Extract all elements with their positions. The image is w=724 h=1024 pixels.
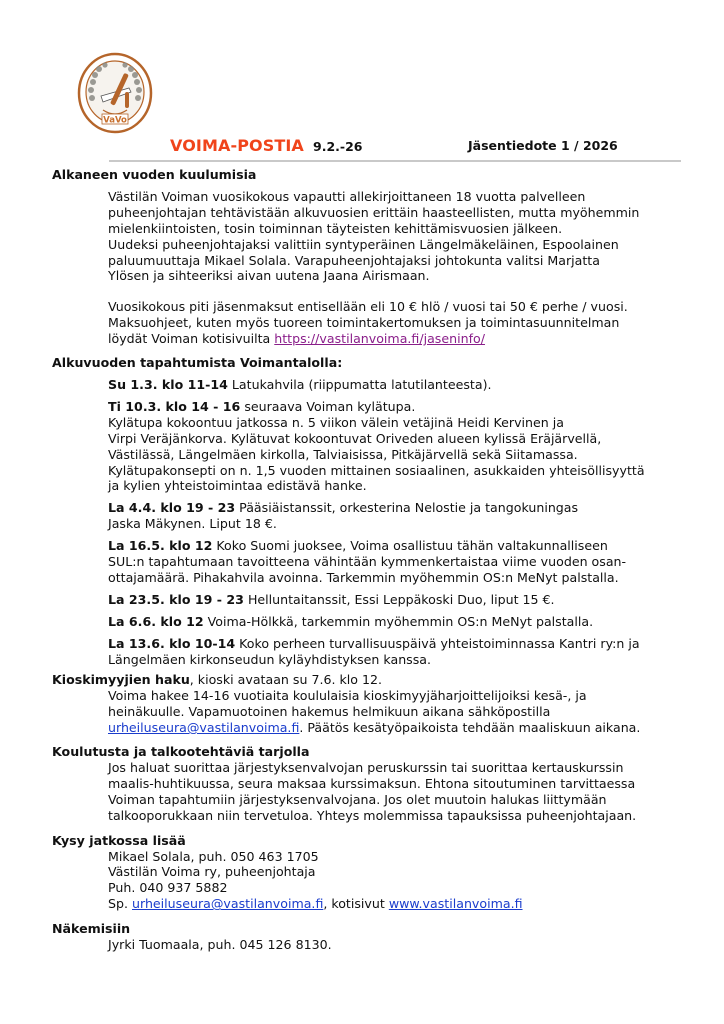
event-text: Voima-Hölkkä, tarkemmin myöhemmin OS:n MeNyt palstalla. (203, 613, 594, 629)
event-text: Jaska Mäkynen. Liput 18 €. (108, 516, 277, 532)
event-item (108, 614, 692, 630)
text-line: Maksuohjeet, kuten myös tuoreen toimintakertomuksen ja toimintasuunnitelman (108, 315, 620, 331)
text-line: Vuosikokous piti jäsenmaksut entisellään eli 10 € hlö / vuosi tai 50 € perhe / vuosi. (108, 299, 628, 315)
news-paragraph (108, 189, 692, 347)
text-line: heinäkuulle. Vapamuotoinen hakemus helmikuun aikana sähköpostilla (108, 704, 551, 720)
event-date: La 6.6. klo 12 (108, 613, 204, 629)
contact-phone: Puh. 040 937 5882 (108, 880, 228, 896)
newsletter-title: VOIMA-POSTIA (170, 136, 304, 155)
event-text: Latukahvila (riippumatta latutilanteesta). (227, 376, 492, 392)
header-divider (109, 160, 681, 162)
text-line (108, 720, 692, 736)
text-line: Jos haluat suorittaa järjestyksenvalvojan peruskurssin tai suorittaa kertauskurssin (108, 760, 624, 775)
event-text: Koko perheen turvallisuuspäivä yhteistoiminnassa Kantri ry:n ja (235, 635, 640, 651)
club-logo (77, 52, 153, 134)
section-heading-events: Alkuvuoden tapahtumista Voimantalolla: (52, 355, 343, 371)
section-heading-training: Koulutusta ja talkootehtäviä tarjolla (52, 744, 310, 760)
newsletter-body (52, 167, 692, 953)
event-text: Längelmäen kirkonseudun kyläyhdistyksen kanssa. (108, 651, 432, 667)
event-date: La 13.6. klo 10-14 (108, 635, 236, 651)
text-line: Uudeksi puheenjohtajaksi valittiin syntyperäinen Längelmäkeläinen, Espoolainen (108, 236, 619, 252)
event-date: Ti 10.3. klo 14 - 16 (108, 398, 241, 414)
issue-date: 9.2.-26 (313, 139, 363, 154)
svg-text:VaVo: VaVo (103, 115, 127, 126)
event-text: ottajamäärä. Pihakahvila avoinna. Tarkemmin myöhemmin OS:n MeNyt palstalla. (108, 569, 619, 585)
kiosk-opening: , kioski avataan su 7.6. klo 12. (189, 672, 383, 688)
event-date: La 16.5. klo 12 (108, 538, 213, 554)
event-text: Kylätupa kokoontuu jatkossa n. 5 viikon välein vetäjinä Heidi Kervinen ja (108, 414, 564, 430)
section-heading-farewell: Näkemisiin (52, 921, 131, 937)
event-date: La 4.4. klo 19 - 23 (108, 500, 236, 516)
website-link[interactable]: www.vastilanvoima.fi (388, 896, 523, 912)
contact-name-phone: Mikael Solala, puh. 050 463 1705 (108, 848, 319, 864)
link-prefix: löydät Voiman kotisivuilta (108, 331, 275, 347)
event-text: Kylätupakonsepti on n. 1,5 vuoden mittainen sosiaalinen, asukkaiden yhteisöllisyyttä (108, 462, 645, 478)
text-fragment: . Päätös kesätyöpaikoista tehdään maaliskuun aikana. (299, 720, 641, 736)
text-line: Västilän Voiman vuosikokous vapautti allekirjoittaneen 18 vuotta palvelleen (108, 188, 586, 204)
event-text: SUL:n tapahtumaan tavoitteena vähintään kymmenkertaistaa viime vuoden osan- (108, 554, 627, 570)
event-text: Helluntaitanssit, Essi Leppäkoski Duo, liput 15 €. (243, 591, 555, 607)
event-item (108, 636, 692, 668)
text-line: mielenkiintoisten, tosin toiminnan täyteisten kehittämisvuosien jälkeen. (108, 220, 563, 236)
event-text: seuraava Voiman kylätupa. (240, 398, 416, 414)
member-bulletin-number: Jäsentiedote 1 / 2026 (468, 138, 618, 153)
event-text: Västilässä, Längelmäen kirkolla, Talviaisissa, Pitkäjärvellä sekä Siitamassa. (108, 446, 578, 462)
section-heading-contact: Kysy jatkossa lisää (52, 832, 186, 848)
event-text: ja kylien yhteistoimintaa edistävä hanke. (108, 478, 367, 494)
signature-line: Jyrki Tuomaala, puh. 045 126 8130. (108, 937, 332, 953)
event-item (108, 592, 692, 608)
event-date: La 23.5. klo 19 - 23 (108, 591, 244, 607)
contact-links-line (108, 896, 692, 912)
event-date: Su 1.3. klo 11-14 (108, 376, 228, 392)
newsletter-header (170, 136, 362, 155)
training-paragraph (108, 760, 692, 824)
member-info-link[interactable]: https://vastilanvoima.fi/jaseninfo/ (274, 331, 485, 347)
event-item (108, 500, 692, 532)
text-line: talkooporukkaan niin tervetuloa. Yhteys molemmissa tapauksissa puheenjohtajaan. (108, 807, 637, 823)
event-text: Koko Suomi juoksee, Voima osallistuu tähän valtakunnalliseen (212, 538, 608, 554)
event-item (108, 538, 692, 586)
kiosk-paragraph (108, 688, 692, 736)
contact-role: Västilän Voima ry, puheenjohtaja (108, 864, 316, 880)
events-list (108, 377, 692, 668)
contact-info (108, 849, 692, 913)
text-line: puheenjohtajan tehtävistään alkuvuosien erittäin haasteellisten, mutta myöhemmin (108, 204, 640, 220)
section-heading-news: Alkaneen vuoden kuulumisia (52, 167, 257, 182)
event-item (108, 377, 692, 393)
section-heading-kiosk: Kioskimyyjien haku (52, 672, 190, 688)
text-line: paluumuuttaja Mikael Solala. Varapuheenjohtajaksi johtokunta valitsi Marjatta (108, 252, 600, 268)
text-line: Ylösen ja sihteeriksi aivan uutena Jaana Airismaan. (108, 268, 430, 284)
text-line: maalis-huhtikuussa, seura maksaa kurssimaksun. Ehtona sitoutuminen tarvittaessa (108, 775, 636, 791)
event-text: Virpi Veräjänkorva. Kylätuvat kokoontuvat Oriveden alueen kylissä Eräjärvellä, (108, 430, 602, 446)
text-line: Voiman tapahtumiin järjestyksenvalvojana. Jos olet muutoin halukas liittymään (108, 791, 607, 807)
text-line (108, 331, 692, 347)
contact-email-link[interactable]: urheiluseura@vastilanvoima.fi (132, 896, 324, 912)
club-emblem-icon (77, 52, 153, 134)
kiosk-email-link[interactable]: urheiluseura@vastilanvoima.fi (108, 720, 300, 736)
text-line: Voima hakee 14-16 vuotiaita koululaisia kioskimyyjäharjoittelijoiksi kesä-, ja (108, 688, 587, 704)
text-fragment: Sp. (108, 896, 132, 912)
kiosk-heading-line (52, 672, 692, 688)
event-item (108, 399, 692, 494)
signature (108, 937, 692, 953)
text-fragment: , kotisivut (323, 896, 389, 912)
event-text: Pääsiäistanssit, orkesterina Nelostie ja tangokuningas (235, 500, 579, 516)
